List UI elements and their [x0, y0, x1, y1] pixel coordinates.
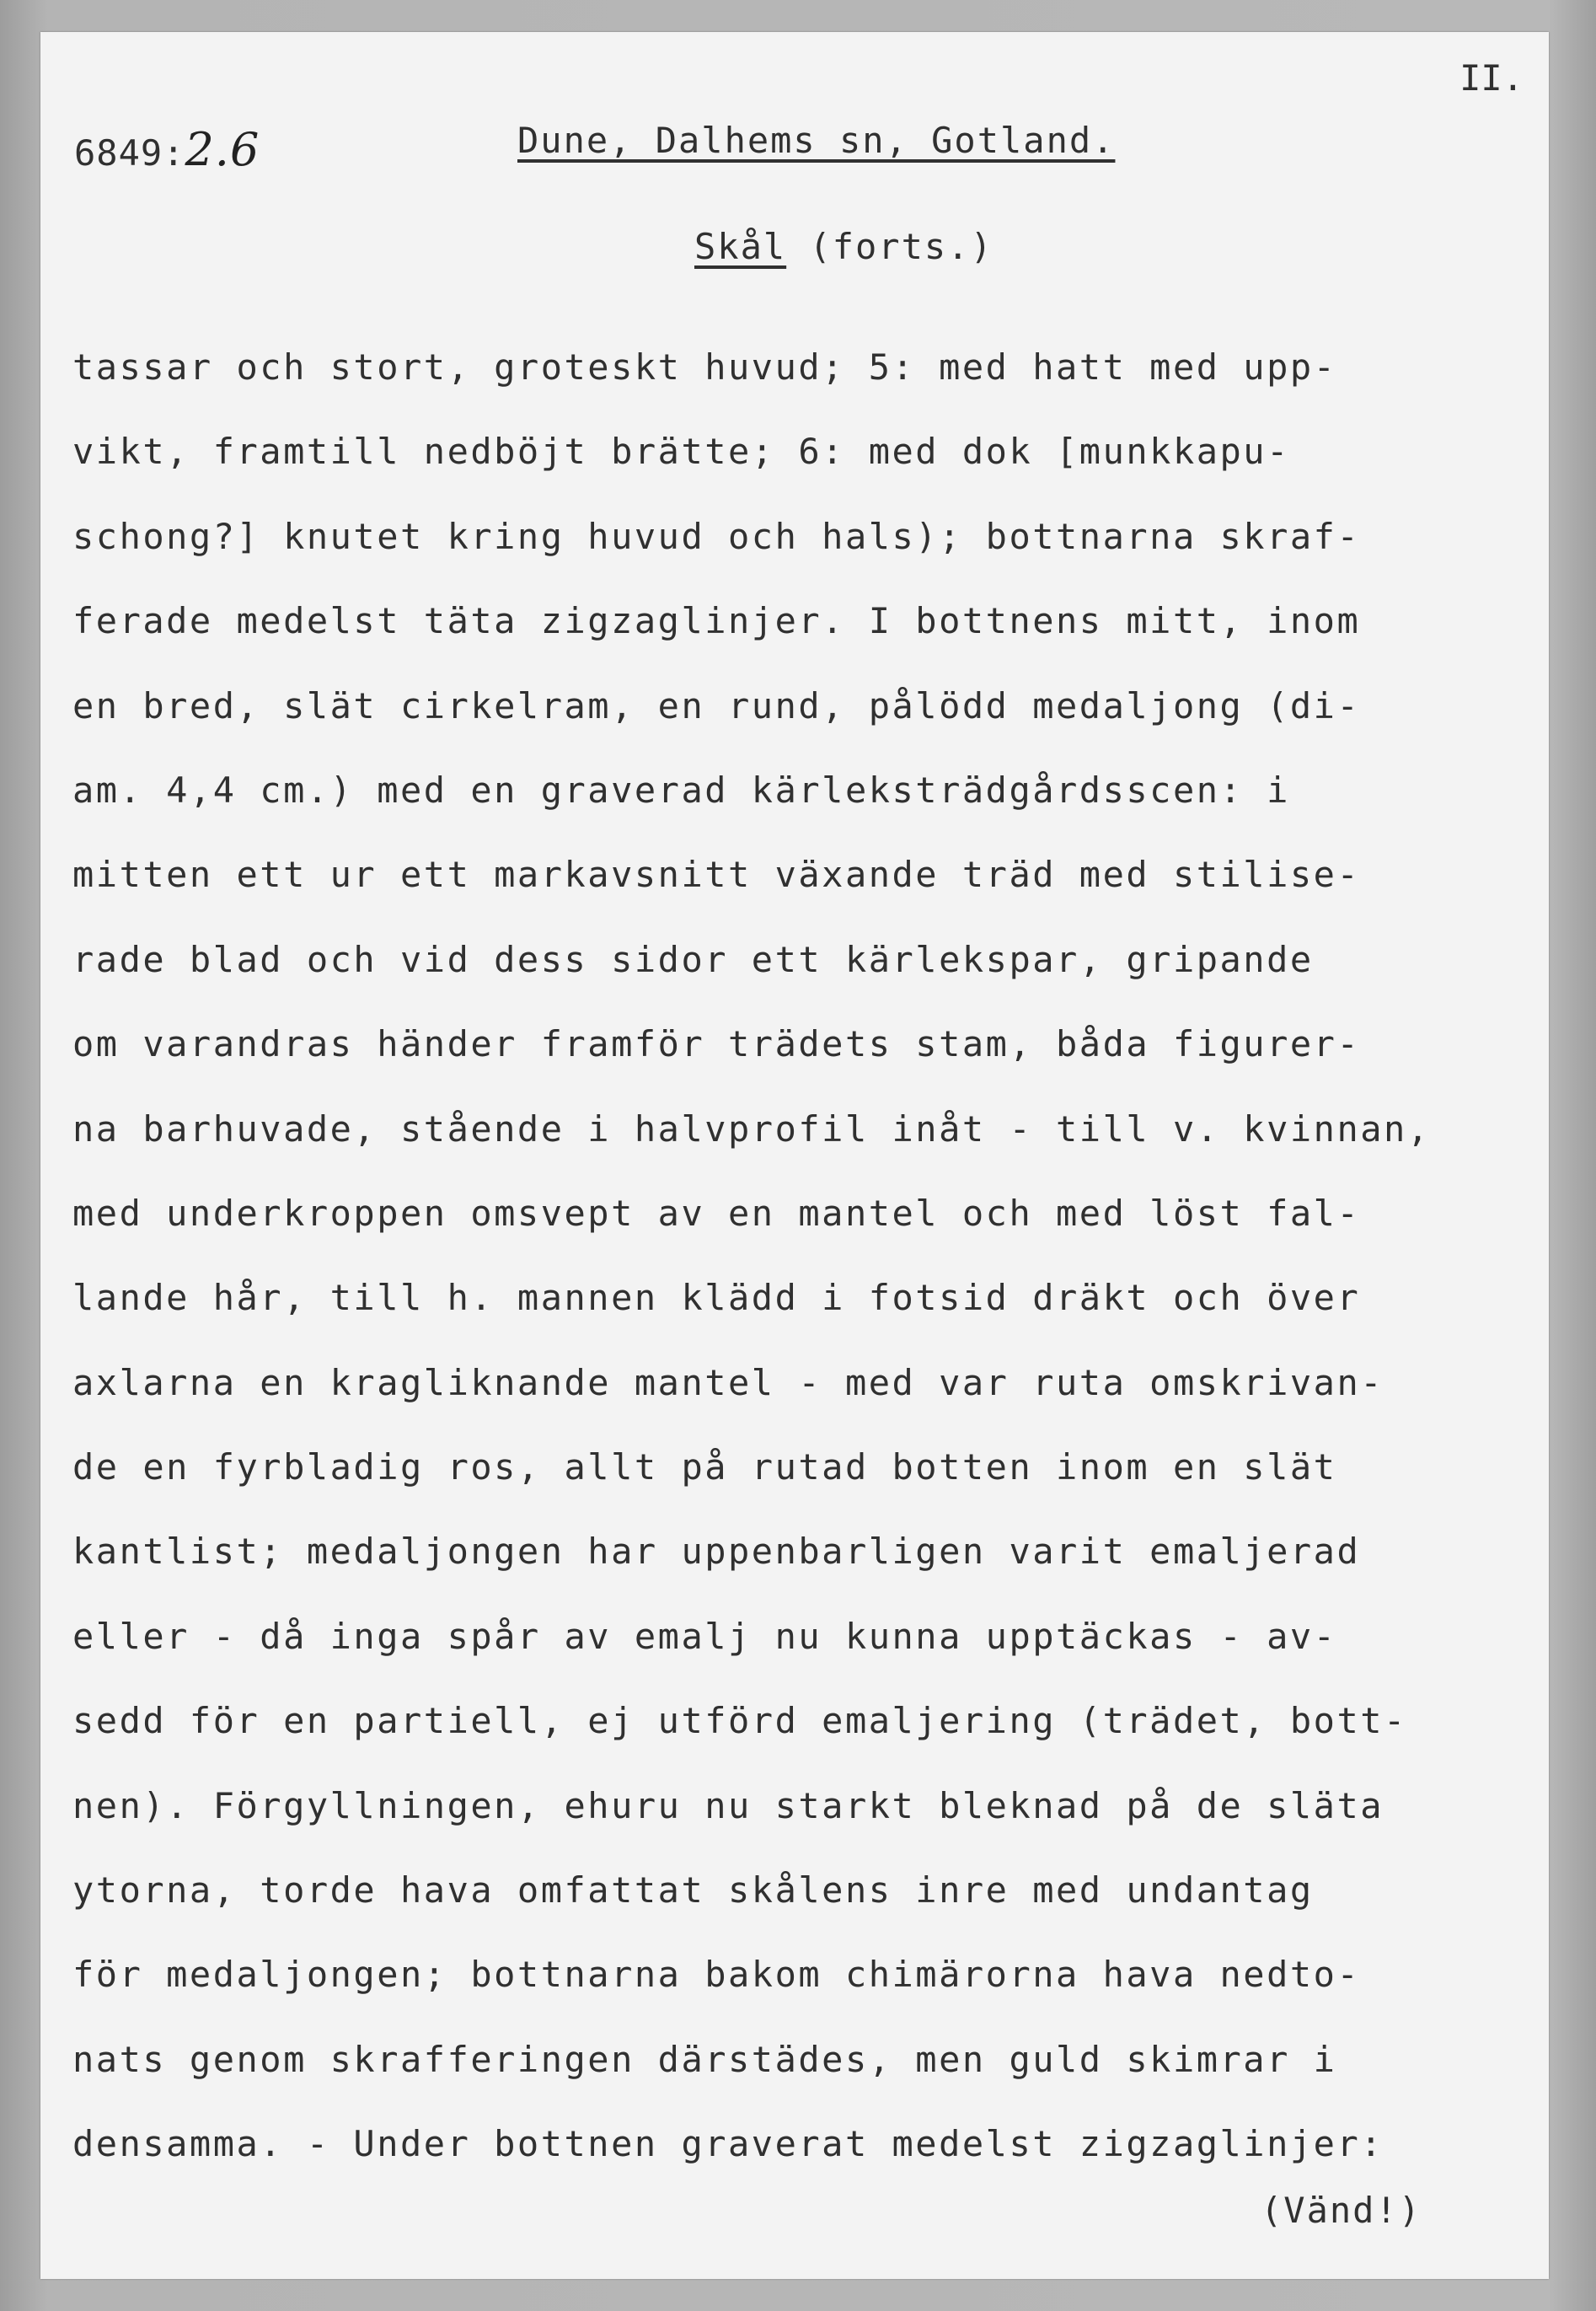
text-line: sedd för en partiell, ej utförd emaljering (trädet, bott-	[72, 1700, 1407, 1742]
page-number: II.	[1459, 57, 1524, 99]
text-line: axlarna en kragliknande mantel - med var ruta omskrivan-	[72, 1361, 1384, 1403]
text-line: nats genom skrafferingen därstädes, men guld skimrar i	[72, 2038, 1337, 2080]
text-line: am. 4,4 cm.) med en graverad kärleksträdgårdsscen: i	[72, 769, 1290, 811]
text-line: ferade medelst täta zigzaglinjer. I bottnens mitt, inom	[72, 600, 1361, 642]
description-text	[72, 325, 1549, 2187]
text-line: en bred, slät cirkelram, en rund, pålödd medaljong (di-	[72, 684, 1361, 727]
text-line: rade blad och vid dess sidor ett kärlekspar, gripande	[72, 938, 1314, 980]
text-line: de en fyrbladig ros, allt på rutad botten inom en slät	[72, 1446, 1337, 1488]
text-line: nen). Förgyllningen, ehuru nu starkt bleknad på de släta	[72, 1784, 1384, 1826]
text-line: vikt, framtill nedböjt brätte; 6: med dok [munkkapu-	[72, 431, 1290, 473]
text-line: kantlist; medaljongen har uppenbarligen varit emaljerad	[72, 1531, 1361, 1573]
text-line: lande hår, till h. mannen klädd i fotsid dräkt och över	[72, 1277, 1361, 1319]
text-line: na barhuvade, stående i halvprofil inåt - till v. kvinnan,	[72, 1107, 1431, 1150]
location-heading: Dune, Dalhems sn, Gotland.	[517, 120, 1116, 161]
text-line: med underkroppen omsvept av en mantel och med löst fal-	[72, 1192, 1361, 1234]
text-line: schong?] knutet kring huvud och hals); bottnarna skraf-	[72, 515, 1361, 557]
catalog-number	[74, 123, 260, 176]
text-line: tassar och stort, groteskt huvud; 5: med hatt med upp-	[72, 346, 1337, 388]
object-note: (forts.)	[809, 226, 993, 267]
object-heading	[694, 226, 993, 267]
text-line: ytorna, torde hava omfattat skålens inre med undantag	[72, 1869, 1314, 1912]
text-line: för medaljongen; bottnarna bakom chimärorna hava nedto-	[72, 1954, 1361, 1996]
text-line: mitten ett ur ett markavsnitt växande träd med stilise-	[72, 854, 1361, 896]
index-card	[40, 32, 1549, 2279]
text-line: eller - då inga spår av emalj nu kunna upptäckas - av-	[72, 1615, 1337, 1657]
text-line: om varandras händer framför trädets stam, båda figurer-	[72, 1023, 1361, 1065]
object-name: Skål	[694, 226, 787, 267]
text-line: densamma. - Under bottnen graverat medelst zigzaglinjer:	[72, 2123, 1384, 2165]
catalog-number-typed: 6849:	[74, 132, 185, 174]
turn-over-note: (Vänd!)	[1261, 2190, 1422, 2231]
catalog-number-handwritten: 2.6	[185, 123, 260, 176]
